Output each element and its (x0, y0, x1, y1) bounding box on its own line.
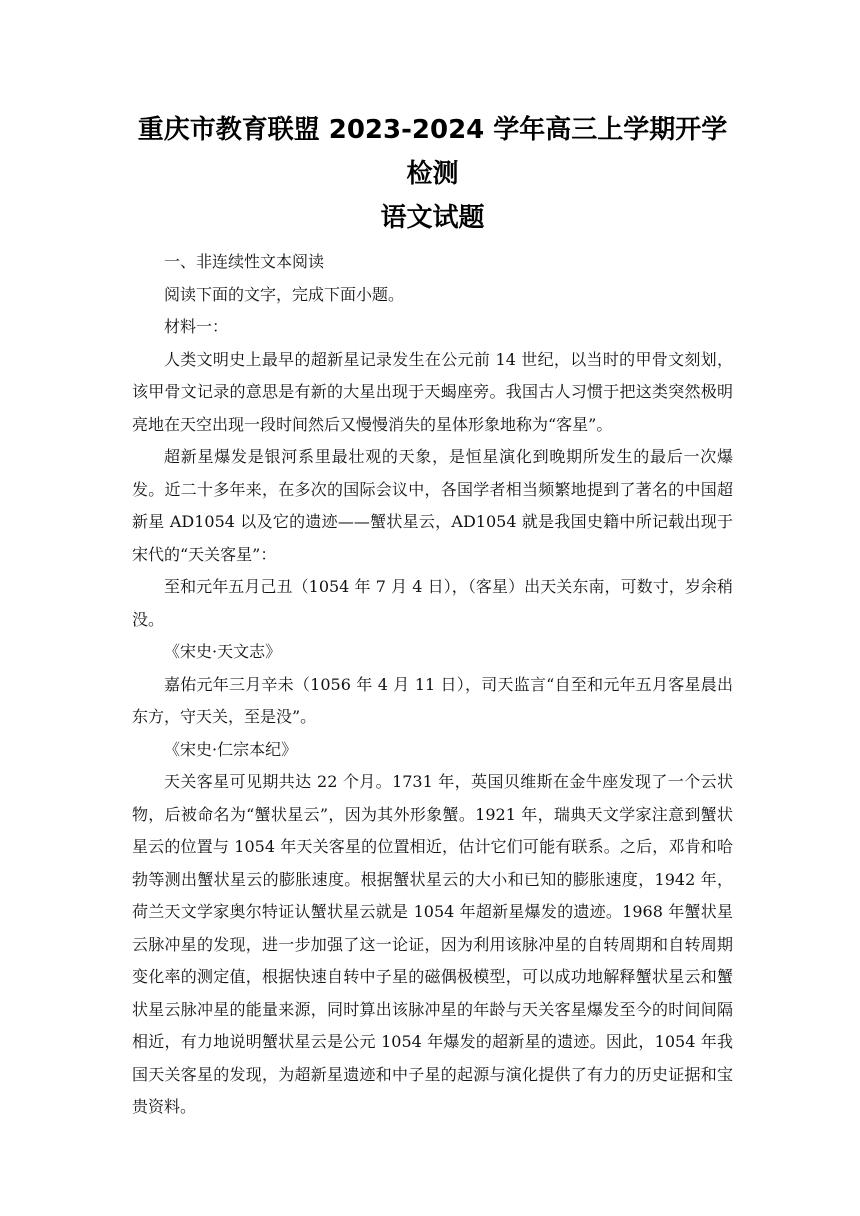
section-heading: 一、非连续性文本阅读 (164, 252, 325, 271)
paragraph: 人类文明史上最早的超新星记录发生在公元前 14 世纪，以当时的甲骨文刻划，该甲骨文记录的意思是有新的大星出现于天蝎座旁。我国古人习惯于把这类突然极明亮地在天空出现一段时间然后又慢慢消失的星体形象地称为“客星”。 (132, 349, 733, 434)
title-line-2: 语文试题 (380, 203, 485, 233)
quote-source: 《宋史·仁宗本纪》 (164, 739, 298, 759)
document-title (132, 108, 733, 240)
quote-paragraph: 嘉佑元年三月辛未（1056 年 4 月 11 日），司天监言“自至和元年五月客星晨出东方，守天关，至是没”。 (132, 674, 733, 726)
paragraph: 天关客星可见期共达 22 个月。1731 年，英国贝维斯在金牛座发现了一个云状物，后被命名为“蟹状星云”，因为其外形象蟹。1921 年，瑞典天文学家注意到蟹状星云的位置与 1054 年天关客星的位置相近，估计它们可能有联系。之后，邓肯和哈勃等测出蟹状星云的膨胀速度。根据蟹状星云的大小和已知的膨胀速度，1942 年，荷兰天文学家奥尔特证认蟹状星云就是 1054 年超新星爆发的遗迹。1968 年蟹状星云脉冲星的发现，进一步加强了这一论证，因为利用该脉冲星的自转周期和自转周期变化率的测定值，根据快速自转中子星的磁偶极模型，可以成功地解释蟹状星云和蟹状星云脉冲星的能量来源，同时算出该脉冲星的年龄与天关客星爆发至今的时间间隔相近，有力地说明蟹状星云是公元 1054 年爆发的超新星的遗迹。因此，1054 年我国天关客星的发现，为超新星遗迹和中子星的起源与演化提供了有力的历史证据和宝贵资料。 (132, 772, 733, 1116)
paragraph: 超新星爆发是银河系里最壮观的天象，是恒星演化到晚期所发生的最后一次爆发。近二十多年来，在多次的国际会议中，各国学者相当频繁地提到了著名的中国超新星 AD1054 以及它的遗迹——蟹状星云，AD1054 就是我国史籍中所记载出现于宋代的“天关客星”： (132, 447, 733, 564)
quote-source: 《宋史·天文志》 (164, 642, 282, 661)
document-body (132, 246, 733, 1124)
material-label: 材料一： (164, 317, 229, 336)
quote-paragraph: 至和元年五月己丑（1054 年 7 月 4 日），（客星）出天关东南，可数寸，岁余稍没。 (132, 577, 733, 629)
title-line-1: 重庆市教育联盟 2023-2024 学年高三上学期开学检测 (137, 115, 728, 189)
instruction-text: 阅读下面的文字，完成下面小题。 (164, 284, 405, 304)
